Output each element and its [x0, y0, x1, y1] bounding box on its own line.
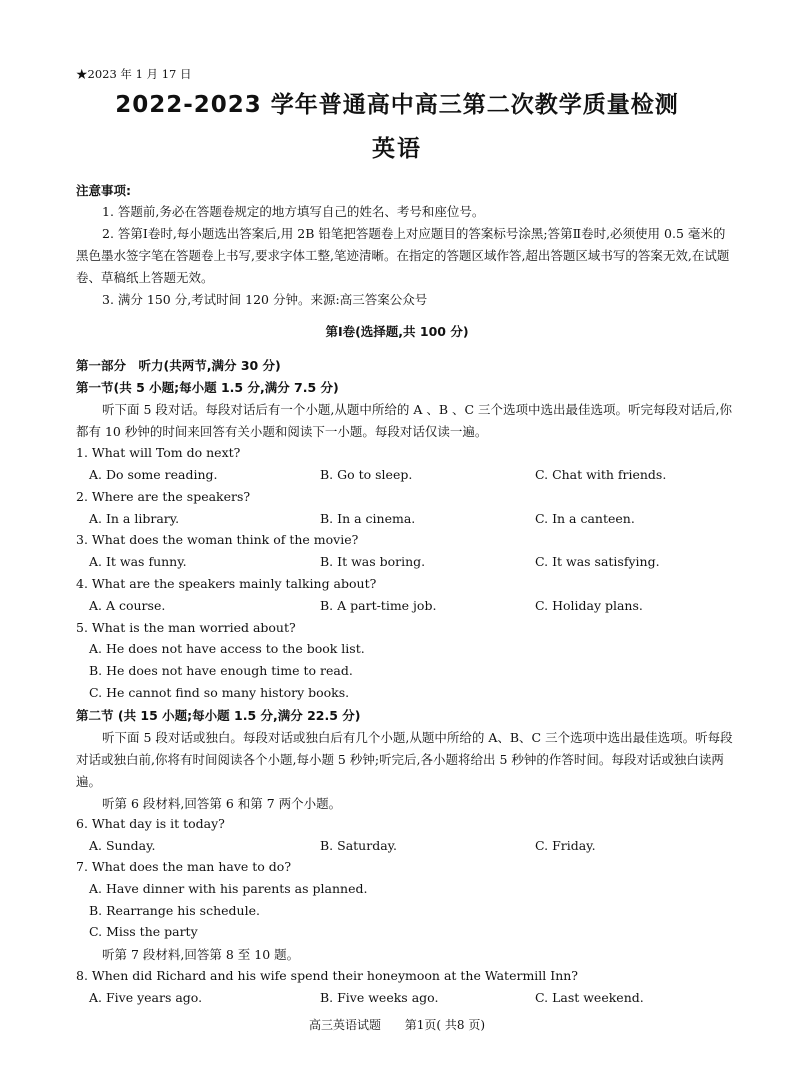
section2-heading: 第二节 (共 15 小题;每小题 1.5 分,满分 22.5 分) — [76, 708, 361, 723]
question-2: 2. Where are the speakers? — [76, 489, 251, 504]
section2-instructions: 听下面 5 段对话或独白。每段对话或独白后有几个小题,从题中所给的 A、B、C 三个选项中选出最佳选项。听每段对话或独白前,你将有时间阅读各个小题,每小题 5 秒钟;听完后,各小题将给出 5 秒钟的作答时间。每段对话或独白读两遍。 — [76, 730, 733, 789]
footer-exam-name: 高三英语试题 — [308, 1018, 381, 1032]
volume-title: 第Ⅰ卷(选择题,共 100 分) — [325, 324, 469, 339]
question-6: 6. What day is it today? — [76, 816, 225, 831]
q6-option-a: A. Sunday. — [89, 838, 156, 853]
q1-option-c: C. Chat with friends. — [535, 467, 667, 482]
question-5: 5. What is the man worried about? — [76, 620, 296, 635]
q5-option-a: A. He does not have access to the book list. — [89, 641, 365, 656]
section1-heading: 第一节(共 5 小题;每小题 1.5 分,满分 7.5 分) — [76, 380, 339, 395]
notice-item-3: 3. 满分 150 分,考试时间 120 分钟。来源:高三答案公众号 — [102, 292, 428, 307]
q4-option-a: A. A course. — [89, 598, 166, 613]
q6-option-b: B. Saturday. — [320, 838, 398, 853]
question-7: 7. What does the man have to do? — [76, 859, 292, 874]
q4-option-b: B. A part-time job. — [320, 598, 437, 613]
q1-option-a: A. Do some reading. — [89, 467, 218, 482]
notice-heading: 注意事项: — [76, 183, 131, 198]
q3-option-a: A. It was funny. — [89, 554, 187, 569]
q1-option-b: B. Go to sleep. — [320, 467, 413, 482]
material-7-instructions: 听第 7 段材料,回答第 8 至 10 题。 — [102, 947, 300, 962]
q3-option-b: B. It was boring. — [320, 554, 426, 569]
question-3: 3. What does the woman think of the movie? — [76, 532, 359, 547]
q8-option-a: A. Five years ago. — [89, 990, 203, 1005]
notice-item-2: 2. 答第Ⅰ卷时,每小题选出答案后,用 2B 铅笔把答题卷上对应题目的答案标号涂黑;答第Ⅱ卷时,必须使用 0.5 毫米的黑色墨水签字笔在答题卷上书写,要求字体工整,笔迹清晰。在指定的答题区域作答,超出答题区域书写的答案无效,在试题卷、草稿纸上答题无效。 — [76, 226, 730, 285]
q6-option-c: C. Friday. — [535, 838, 596, 853]
q2-option-c: C. In a canteen. — [535, 511, 635, 526]
question-8: 8. When did Richard and his wife spend their honeymoon at the Watermill Inn? — [76, 968, 579, 983]
q2-option-b: B. In a cinema. — [320, 511, 416, 526]
part1-heading: 第一部分 听力(共两节,满分 30 分) — [76, 358, 281, 373]
section1-instructions: 听下面 5 段对话。每段对话后有一个小题,从题中所给的 A 、B 、C 三个选项中选出最佳选项。听完每段对话后,你都有 10 秒钟的时间来回答有关小题和阅读下一小题。每段对话仅读一遍。 — [76, 402, 733, 439]
q5-option-b: B. He does not have enough time to read. — [89, 663, 353, 678]
notice-item-1: 1. 答题前,务必在答题卷规定的地方填写自己的姓名、考号和座位号。 — [102, 204, 485, 219]
q7-option-a: A. Have dinner with his parents as planned. — [89, 881, 368, 896]
q7-option-c: C. Miss the party — [89, 924, 198, 939]
exam-subject: 英语 — [372, 136, 422, 162]
q7-option-b: B. Rearrange his schedule. — [89, 903, 260, 918]
q2-option-a: A. In a library. — [89, 511, 180, 526]
question-1: 1. What will Tom do next? — [76, 445, 241, 460]
question-4: 4. What are the speakers mainly talking about? — [76, 576, 377, 591]
exam-date: ★2023 年 1 月 17 日 — [76, 67, 192, 81]
page-footer — [0, 1016, 794, 1033]
material-6-instructions: 听第 6 段材料,回答第 6 和第 7 两个小题。 — [102, 796, 342, 811]
q4-option-c: C. Holiday plans. — [535, 598, 643, 613]
q8-option-b: B. Five weeks ago. — [320, 990, 439, 1005]
q5-option-c: C. He cannot find so many history books. — [89, 685, 350, 700]
exam-title: 2022-2023 学年普通高中高三第二次教学质量检测 — [115, 92, 679, 118]
q8-option-c: C. Last weekend. — [535, 990, 644, 1005]
footer-page-number: 第1页( 共8 页) — [404, 1018, 486, 1032]
q3-option-c: C. It was satisfying. — [535, 554, 660, 569]
